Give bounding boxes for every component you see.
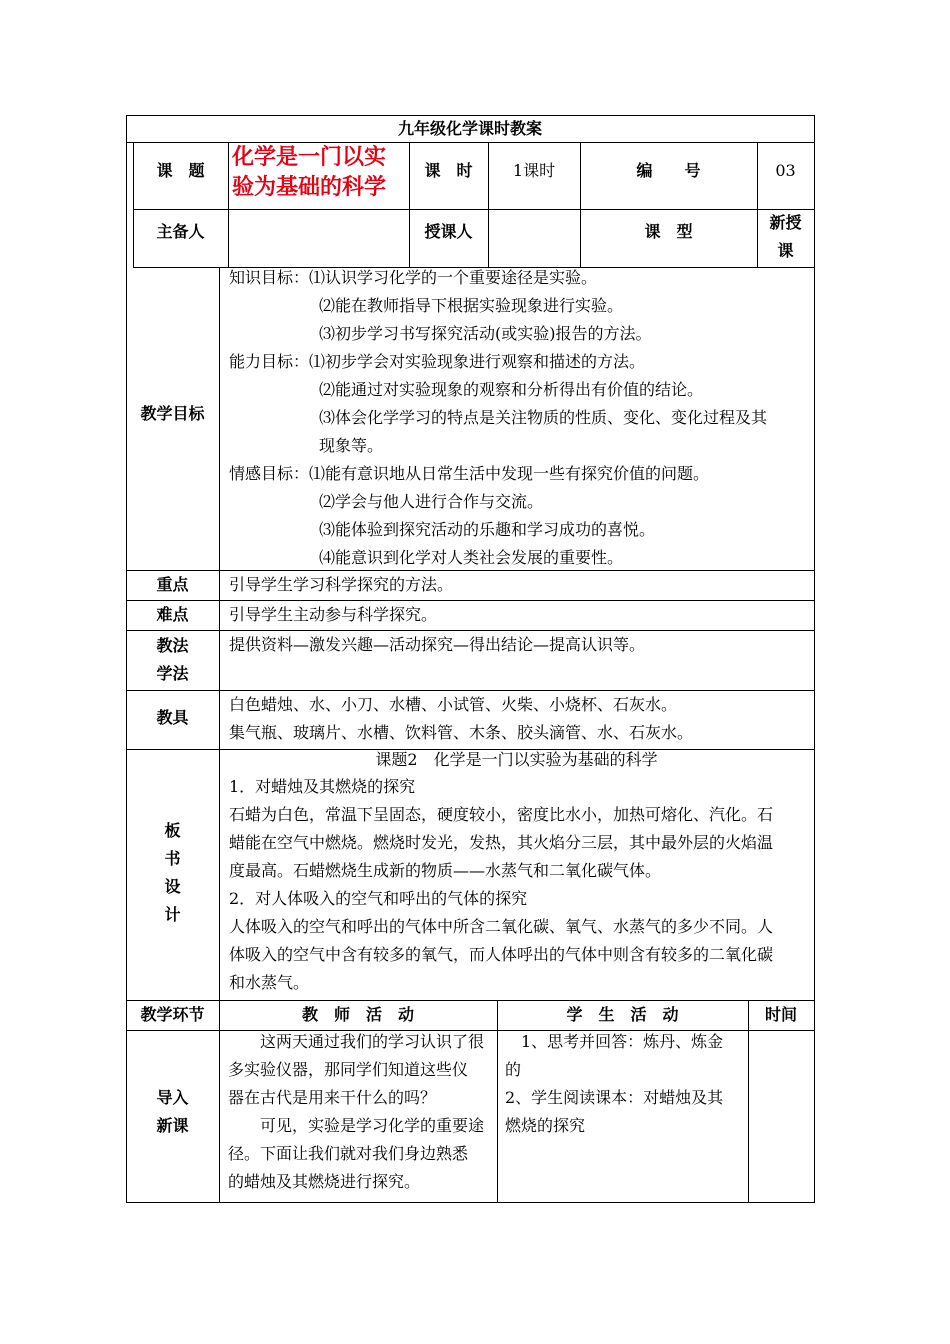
table-border xyxy=(497,1000,498,1203)
tools-list: 白色蜡烛、水、小刀、水槽、小试管、火柴、小烧杯、石灰水。 集气瓶、玻璃片、水槽、饮料管、木条、胶头滴管、水、石灰水。 xyxy=(229,695,694,742)
intro-student-activity: 1、思考并回答：炼丹、炼金 的 2、学生阅读课本：对蜡烛及其 燃烧的探究 xyxy=(505,1032,724,1135)
period-value: 1课时 xyxy=(512,161,556,180)
preparer-label: 主备人 xyxy=(156,222,205,241)
board-label: 板 书 设 计 xyxy=(164,821,181,924)
intro-stage-label: 导入 新课 xyxy=(156,1088,189,1135)
board-title: 课题2 化学是一门以实验为基础的科学 xyxy=(375,750,658,769)
teacher-label: 授课人 xyxy=(424,222,473,241)
type-label: 课 型 xyxy=(644,222,693,241)
time-header: 时间 xyxy=(764,1005,797,1024)
topic-value: 化学是一门以实 验为基础的科学 xyxy=(232,145,387,200)
number-label: 编 号 xyxy=(636,161,701,180)
intro-teacher-activity: 这两天通过我们的学习认识了很 多实验仪器，那同学们知道这些仪 器在古代是用来干什么的吗？ 可见，实验是学习化学的重要途 径。下面让我们就对我们身边熟悉 的蜡烛及其燃烧进行探究。 xyxy=(228,1032,485,1191)
objectives-text: 知识目标：⑴认识学习化学的一个重要途径是实验。 ⑵能在教师指导下根据实验现象进行实验。 ⑶初步学习书写探究活动(或实验)报告的方法。 能力目标：⑴初步学会对实验现象进行观察和描述的方法。 ⑵能通过对实验现象的观察和分析得出有价值的结论。 ⑶体会化学学习的特点是关注物质的性质、变化、变化过程及其 现象等。 情感目标：⑴能有意识地从日常生活中发现一些有探究价值的问题。 ⑵学会与他人进行合作与交流。 ⑶能体验到探究活动的乐趣和学习成功的喜悦。 ⑷能意识到化学对人类社会发展的重要性。 xyxy=(229,268,768,567)
table-border xyxy=(133,209,814,210)
table-border xyxy=(814,115,815,1203)
period-label: 课 时 xyxy=(424,161,473,180)
type-value: 新授 课 xyxy=(769,213,802,260)
stage-header: 教学环节 xyxy=(140,1005,205,1024)
method-label: 教法 学法 xyxy=(156,636,189,683)
table-border xyxy=(228,142,229,268)
key-point-label: 重点 xyxy=(156,575,189,594)
teacher-activity-header: 教 师 活 动 xyxy=(301,1005,414,1024)
table-border xyxy=(748,1000,749,1203)
key-point-value: 引导学生学习科学探究的方法。 xyxy=(229,575,454,594)
topic-label: 课 题 xyxy=(156,161,205,180)
method-value: 提供资料—激发兴趣—活动探究—得出结论—提高认识等。 xyxy=(229,635,646,654)
number-value: 03 xyxy=(775,161,796,180)
tools-label: 教具 xyxy=(156,708,189,727)
table-border xyxy=(219,267,220,1203)
objectives-label: 教学目标 xyxy=(140,404,205,423)
page-title: 九年级化学课时教案 xyxy=(397,119,542,138)
student-activity-header: 学 生 活 动 xyxy=(566,1005,679,1024)
board-content: 1．对蜡烛及其燃烧的探究 石蜡为白色，常温下呈固态，硬度较小，密度比水小，加热可熔化、汽化。石 蜡能在空气中燃烧。燃烧时发光，发热，其火焰分三层，其中最外层的火焰温 度最高。石蜡燃烧生成新的物质——水蒸气和二氧化碳气体。 2．对人体吸入的空气和呼出的气体的探究 人体吸入的空气和呼出的气体中所含二氧化碳、氧气、水蒸气的多少不同。人 体吸入的空气中含有较多的氧气，而人体呼出的气体中则含有较多的二氧化碳 和水蒸气。 xyxy=(229,777,774,992)
table-border xyxy=(126,1202,814,1203)
difficulty-value: 引导学生主动参与科学探究。 xyxy=(229,605,438,624)
table-border xyxy=(126,142,814,143)
difficulty-label: 难点 xyxy=(156,605,189,624)
